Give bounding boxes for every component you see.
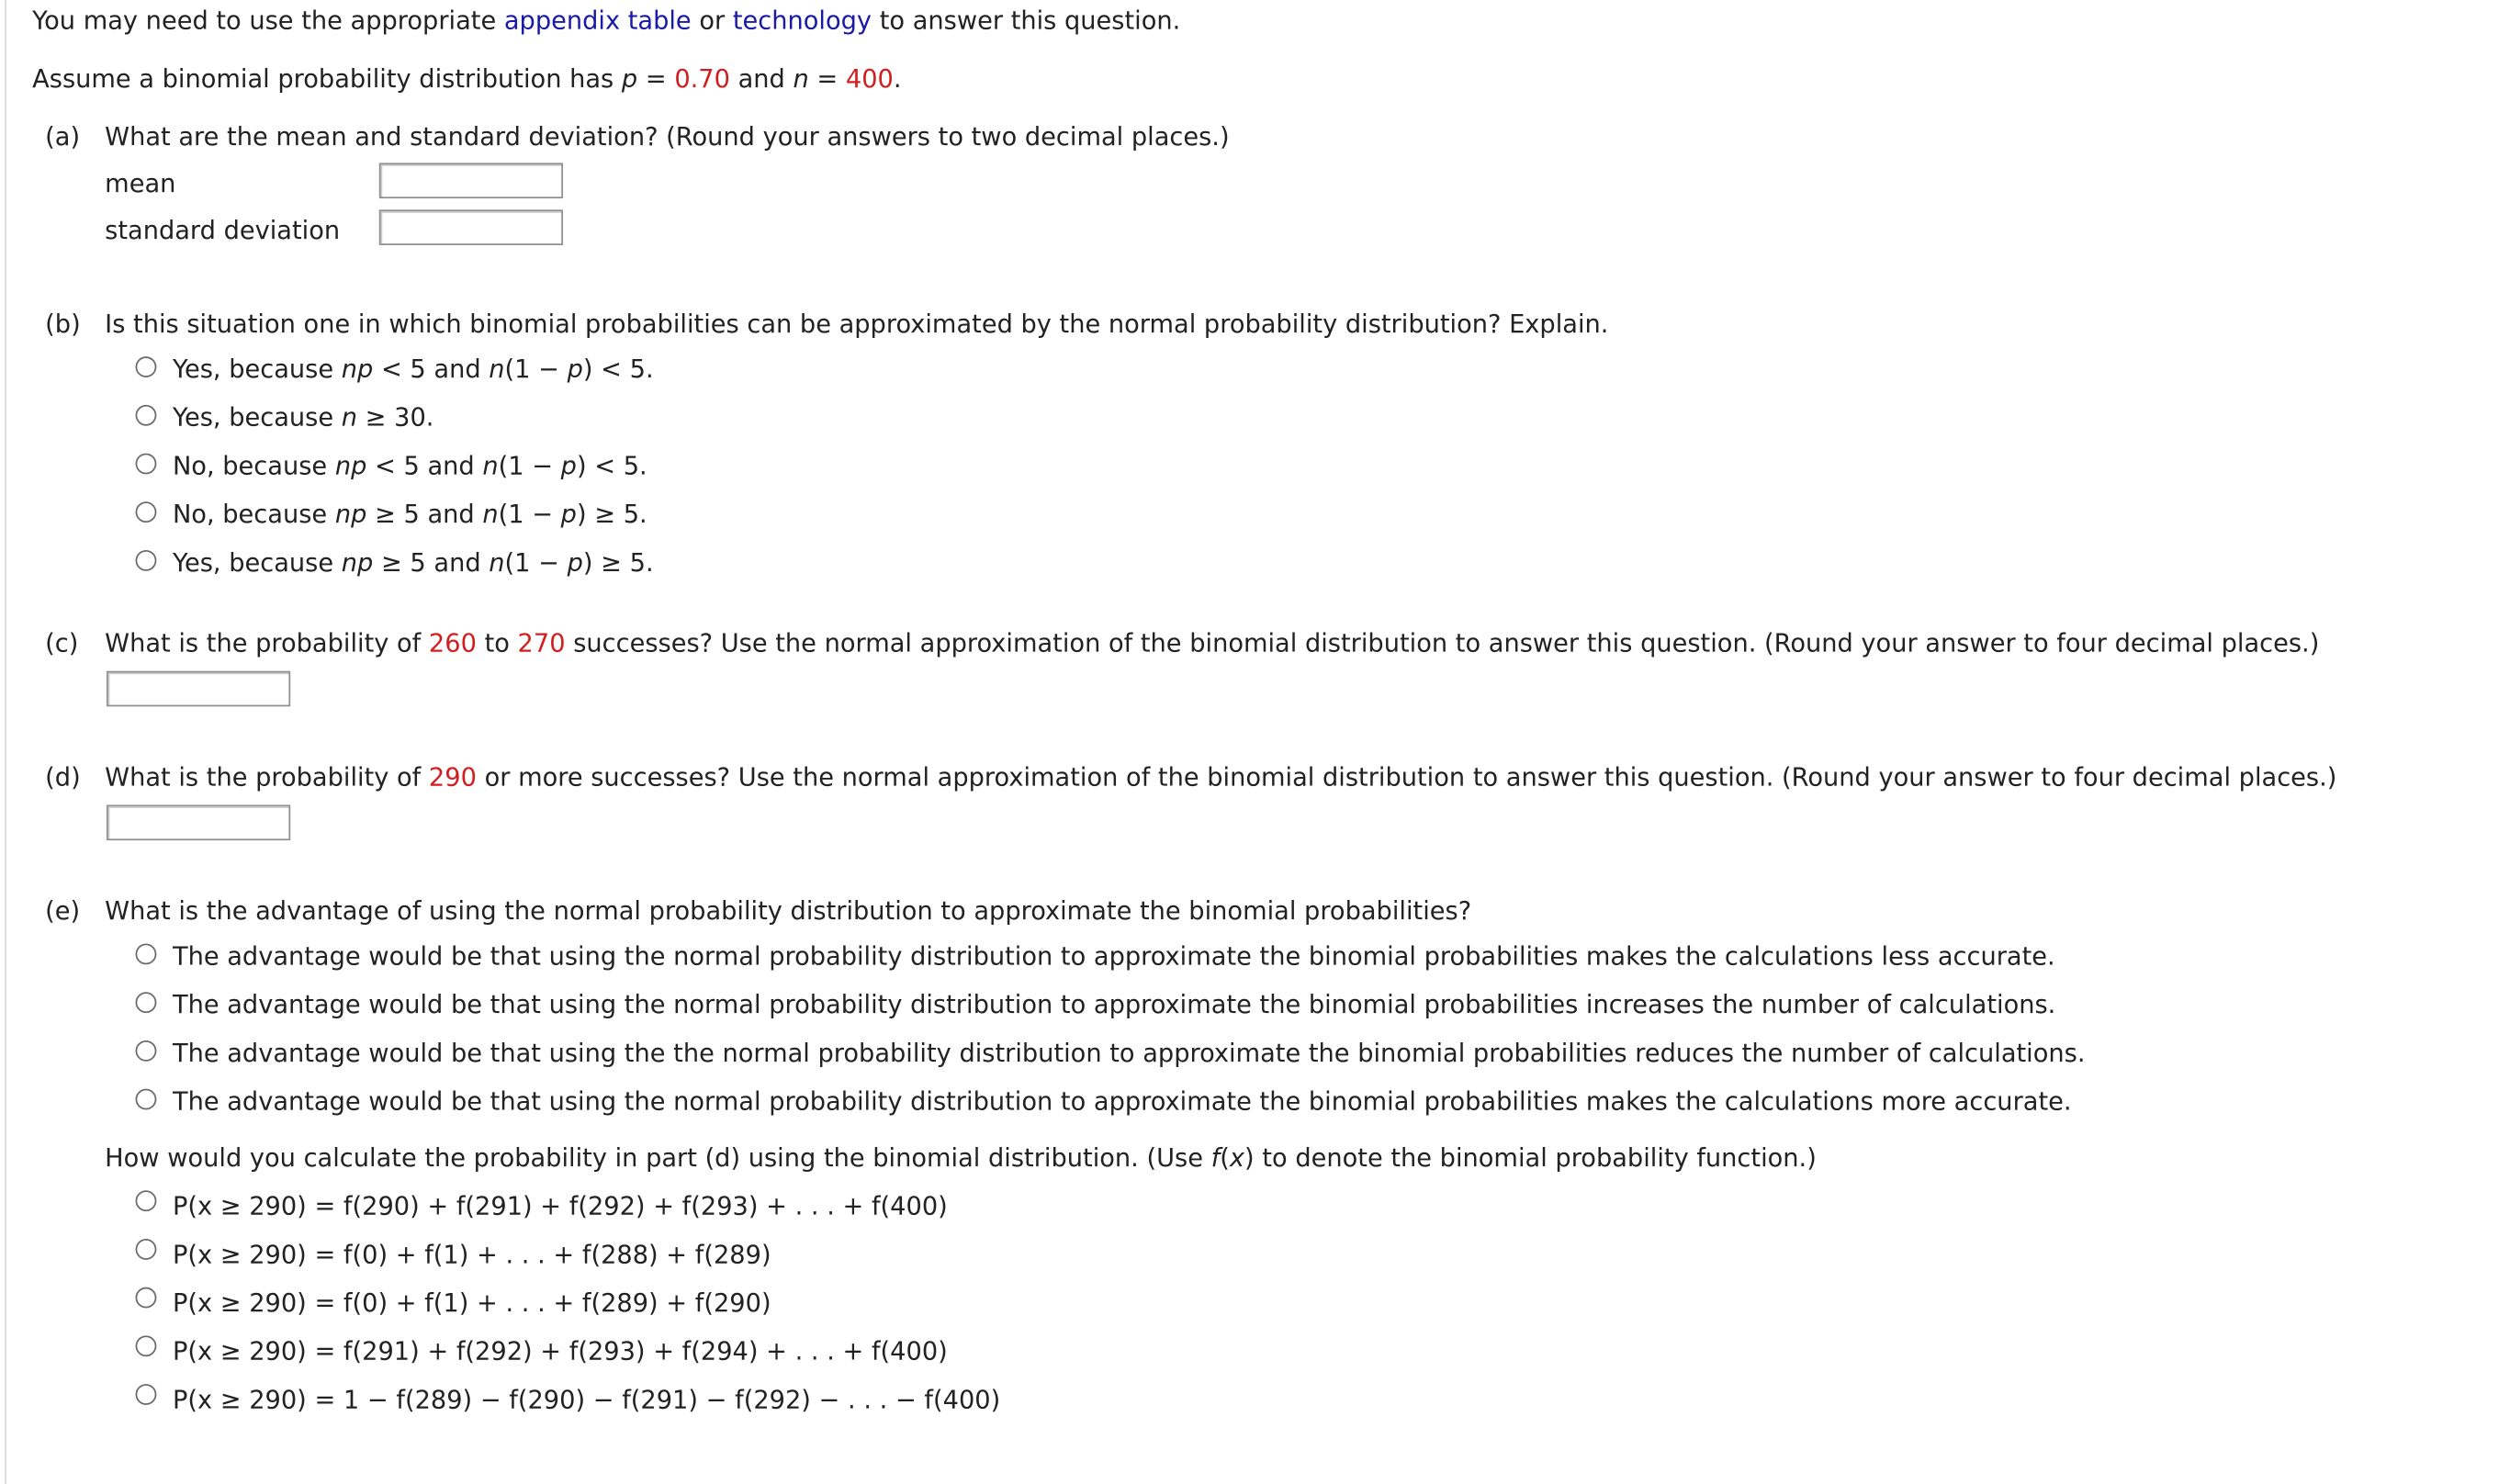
part-c-question — [105, 629, 2319, 659]
appendix-table-link[interactable]: appendix table — [503, 6, 692, 36]
formula-option-1-label[interactable]: P(x ≥ 290) = f(290) + f(291) + f(292) + f(293) + . . . + f(400) — [172, 1192, 948, 1221]
option-text: (1 − — [504, 354, 568, 385]
formula-option-4-label[interactable]: P(x ≥ 290) = f(291) + f(292) + f(293) + f(294) + . . . + f(400) — [172, 1337, 948, 1366]
option-var: p — [567, 354, 583, 385]
part-c-value-270: 270 — [517, 629, 566, 658]
option-text: Yes, because — [172, 354, 342, 385]
standard-deviation-input[interactable] — [379, 209, 563, 245]
option-var: p — [560, 500, 577, 530]
fx-paren: ( — [1220, 1143, 1230, 1173]
part-b-option-4-label[interactable] — [173, 500, 647, 531]
option-text: ) < 5. — [576, 451, 647, 481]
option-var: p — [560, 451, 577, 481]
option-var: np — [334, 500, 367, 530]
option-var: n — [482, 451, 499, 481]
part-d-question — [105, 763, 2336, 793]
formula-radio-3[interactable] — [136, 1287, 157, 1309]
option-var: np — [341, 548, 374, 578]
fx-x: x — [1229, 1143, 1245, 1173]
option-var: np — [334, 451, 367, 481]
option-text: ≥ 30. — [357, 403, 434, 433]
part-e-radio-3[interactable] — [136, 1040, 157, 1062]
formula-radio-2[interactable] — [136, 1239, 157, 1260]
part-d-value-290: 290 — [428, 762, 477, 793]
part-e-option-3-label[interactable]: The advantage would be that using the the normal probability distribution to approximate the binomial probabilities reduces the number of calculations. — [172, 1039, 2086, 1068]
part-b-radio-2[interactable] — [136, 405, 157, 426]
option-text: (1 − — [504, 548, 568, 578]
option-text: < 5 and — [366, 451, 483, 481]
fx-f: f — [1210, 1143, 1221, 1173]
part-c-text: What is the probability of — [105, 629, 429, 658]
formula-option-3-label[interactable]: P(x ≥ 290) = f(0) + f(1) + . . . + f(289) + f(290) — [172, 1288, 771, 1319]
part-d-answer-input[interactable] — [107, 804, 290, 840]
followup-text-end: to denote the binomial probability function.) — [1254, 1143, 1817, 1173]
part-e-radio-1[interactable] — [136, 944, 157, 965]
option-text: ) ≥ 5. — [576, 500, 647, 530]
problem-statement — [32, 64, 901, 95]
problem-and: and — [729, 64, 794, 94]
option-text: (1 − — [498, 500, 561, 530]
left-border — [5, 0, 6, 1484]
option-text: (1 − — [498, 451, 561, 481]
technology-link[interactable]: technology — [732, 6, 872, 36]
option-text: Yes, because — [172, 403, 342, 433]
formula-radio-1[interactable] — [136, 1190, 157, 1211]
part-d-text: What is the probability of — [105, 762, 429, 793]
n-value: 400 — [845, 64, 894, 94]
part-e-question: What is the advantage of using the normal probability distribution to approximate the binomial probabilities? — [105, 896, 1472, 927]
part-e-radio-4[interactable] — [136, 1089, 157, 1110]
option-var: n — [489, 548, 505, 578]
part-b-radio-5[interactable] — [136, 550, 157, 571]
part-e-option-1-label[interactable]: The advantage would be that using the normal probability distribution to approximate the binomial probabilities makes the calculations less accurate. — [172, 941, 2055, 972]
option-text: ≥ 5 and — [373, 548, 490, 578]
option-text: No, because — [172, 500, 335, 530]
mean-label: mean — [105, 169, 176, 199]
part-e-radio-2[interactable] — [136, 992, 157, 1013]
option-var: np — [341, 354, 374, 385]
option-text: Yes, because — [172, 548, 342, 578]
part-e-label: (e) — [45, 896, 81, 927]
part-b-option-3-label[interactable] — [173, 452, 647, 482]
part-b-option-1-label[interactable] — [173, 354, 654, 385]
part-b-radio-1[interactable] — [136, 356, 157, 377]
p-equals: = — [637, 64, 675, 94]
part-b-radio-3[interactable] — [136, 454, 157, 475]
part-b-question: Is this situation one in which binomial probabilities can be approximated by the normal probability distribution? Explain. — [105, 309, 1609, 339]
mean-input[interactable] — [379, 163, 563, 198]
intro-text: You may need to use the appropriate — [32, 6, 504, 36]
part-c-text-end: successes? Use the normal approximation of the binomial distribution to answer this question. (Round your answer to four decimal places.) — [565, 629, 2320, 658]
option-var: n — [489, 354, 505, 385]
option-var: n — [482, 500, 499, 530]
problem-end: . — [893, 64, 902, 94]
option-var: p — [567, 548, 583, 578]
part-d-text-end: or more successes? Use the normal approximation of the binomial distribution to answer this question. (Round your answer to four decimal places.) — [476, 762, 2337, 793]
option-var: n — [341, 403, 358, 433]
part-a-label: (a) — [45, 122, 81, 152]
formula-option-2-label[interactable]: P(x ≥ 290) = f(0) + f(1) + . . . + f(288) + f(289) — [172, 1240, 771, 1270]
intro-text-or: or — [691, 6, 733, 36]
option-text: ) ≥ 5. — [582, 548, 654, 578]
part-b-option-2-label[interactable] — [173, 403, 433, 433]
formula-radio-4[interactable] — [136, 1335, 157, 1356]
part-b-radio-4[interactable] — [136, 501, 157, 523]
fx-paren: ) — [1244, 1143, 1255, 1173]
part-a-question: What are the mean and standard deviation? (Round your answers to two decimal places.) — [105, 122, 1230, 152]
option-text: ≥ 5 and — [366, 500, 483, 530]
formula-option-5-label[interactable]: P(x ≥ 290) = 1 − f(289) − f(290) − f(291) − f(292) − . . . − f(400) — [172, 1385, 1001, 1415]
p-value: 0.70 — [674, 64, 730, 94]
option-text: No, because — [172, 451, 335, 481]
part-c-label: (c) — [45, 629, 79, 658]
option-text: < 5 and — [373, 354, 490, 385]
standard-deviation-label: standard deviation — [105, 216, 341, 245]
part-c-text-to: to — [476, 629, 518, 658]
option-text: ) < 5. — [582, 354, 654, 385]
part-e-option-2-label[interactable]: The advantage would be that using the normal probability distribution to approximate the binomial probabilities increases the number of calculations. — [172, 990, 2056, 1020]
n-symbol: n — [793, 64, 809, 94]
part-c-answer-input[interactable] — [107, 671, 290, 707]
part-e-option-4-label[interactable]: The advantage would be that using the normal probability distribution to approximate the binomial probabilities makes the calculations more accurate. — [172, 1086, 2072, 1117]
formula-radio-5[interactable] — [136, 1384, 157, 1405]
p-symbol: p — [621, 64, 638, 94]
part-c-value-260: 260 — [428, 629, 477, 658]
n-equals: = — [808, 64, 846, 94]
problem-text: Assume a binomial probability distribution has — [32, 64, 622, 94]
part-b-label: (b) — [45, 309, 81, 339]
part-b-option-5-label[interactable] — [173, 548, 654, 579]
followup-text: How would you calculate the probability in part (d) using the binomial distribution. (Use — [105, 1143, 1211, 1173]
part-e-followup-question — [105, 1143, 1817, 1174]
intro-line — [32, 6, 1180, 37]
intro-text-end: to answer this question. — [872, 6, 1181, 36]
part-d-label: (d) — [45, 762, 81, 793]
